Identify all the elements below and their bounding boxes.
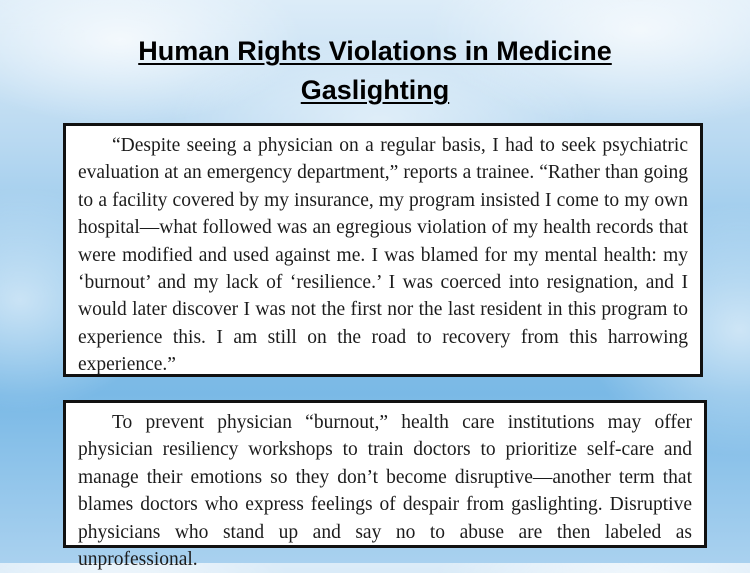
burnout-excerpt-text: To prevent physician “burnout,” health care institutions may offer physician resiliency workshops to train doctors to prioritize self-care and manage their emotions so they don’t become disruptive—another term that blames doctors who express feelings of despair from gaslighting. Disruptive physicians who stand up and say no to abuse are then labeled as unprofessional. — [78, 412, 692, 571]
trainee-quote-box — [63, 123, 703, 377]
trainee-quote-text: “Despite seeing a physician on a regular basis, I had to seek psychiatric evaluation at an emergency department,” reports a trainee. “Rather than going to a facility covered by my insurance, my program insisted I come to my own hospital—what followed was an egregious violation of my health records that were modified and used against me. I was blamed for my mental health: my ‘burnout’ and my lack of ‘resilience.’ I was coerced into resignation, and I would later discover I was not the first nor the last resident in this program to experience this. I am still on the road to recovery from this harrowing experience.” — [78, 135, 688, 376]
page-subtitle: Gaslighting — [300, 75, 450, 105]
burnout-excerpt-box — [63, 400, 707, 571]
page-title: Human Rights Violations in Medicine — [138, 36, 612, 66]
